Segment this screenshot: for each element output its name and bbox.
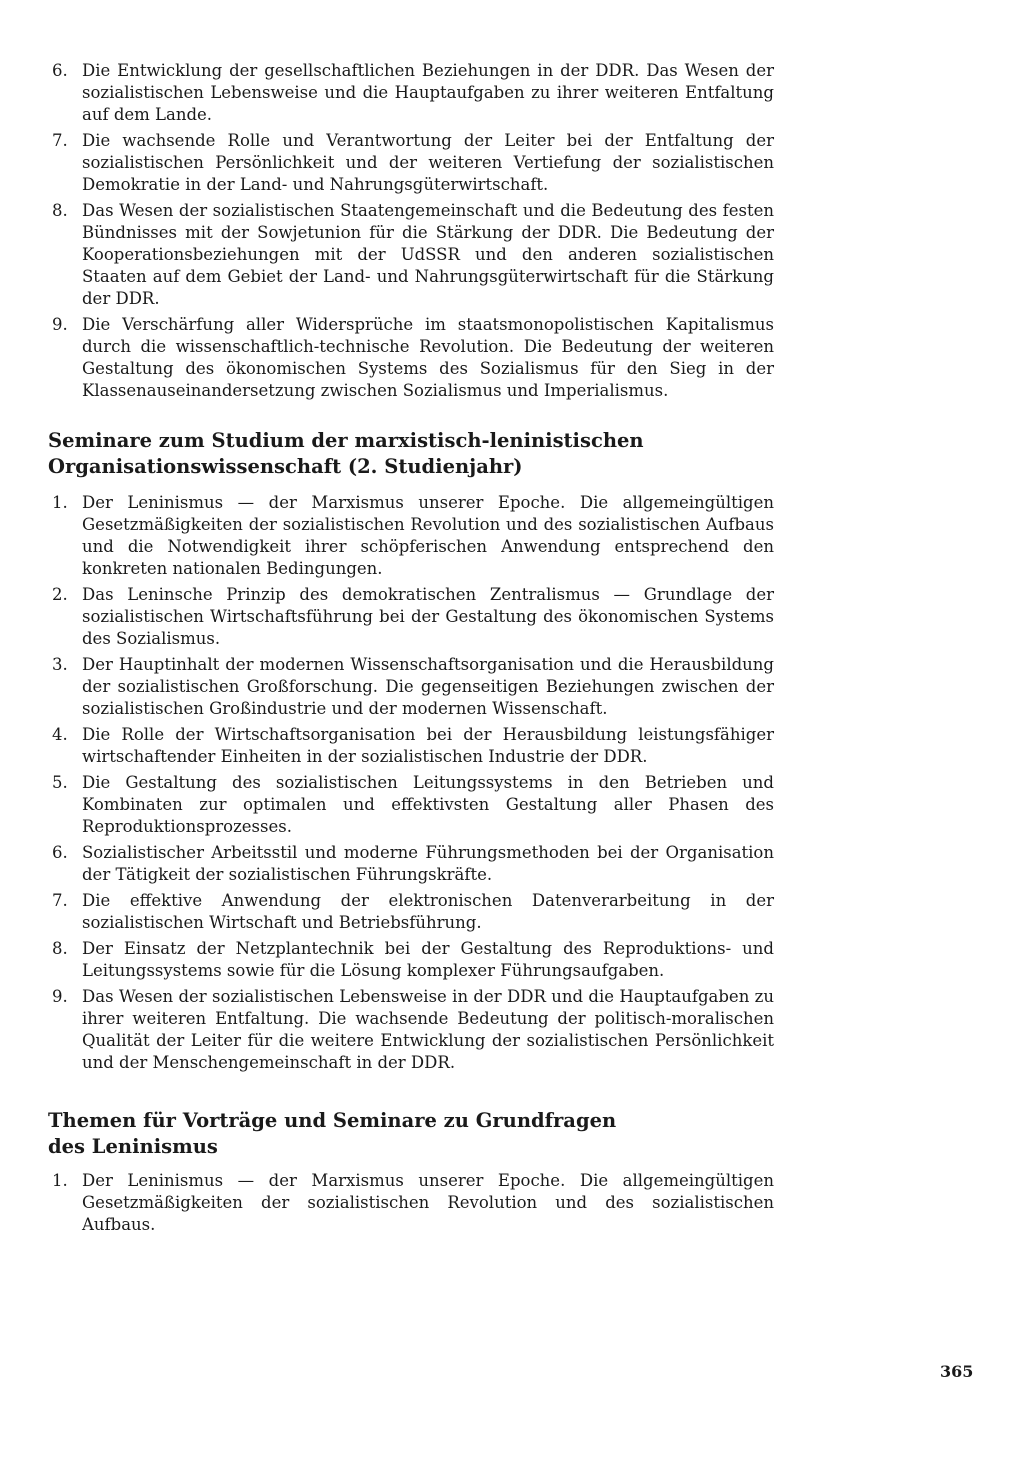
section-heading-organisationswissenschaft (46, 428, 774, 480)
item-text: Der Einsatz der Netzplantechnik bei der Gestaltung des Reproduktions- und Leitungssystems sowie für die Lösung komplexer Führungsaufgaben. (82, 939, 774, 980)
item-number: 8. (52, 201, 68, 220)
item-text: Der Hauptinhalt der modernen Wissenschaftsorganisation und die Herausbildung der sozialistischen Großforschung. Die gegenseitigen Beziehungen zwischen der sozialistischen Großindustrie und der modernen Wissenschaft. (82, 655, 774, 718)
item-text: Die wachsende Rolle und Verantwortung der Leiter bei der Entfaltung der sozialistischen Persönlichkeit und der weiteren Vertiefung der sozialistischen Demokratie in der Land- und Nahrungsgüterwirtschaft. (82, 131, 774, 194)
list-item (46, 60, 774, 126)
list-item (46, 492, 774, 580)
item-text: Der Leninismus — der Marxismus unserer Epoche. Die allgemeingültigen Gesetzmäßigkeiten der sozialistischen Revolution und des sozialistischen Aufbaus. (82, 1171, 774, 1234)
topic-list-continued (46, 60, 774, 402)
item-text: Die Rolle der Wirtschaftsorganisation bei der Herausbildung leistungsfähiger wirtschaftender Einheiten in der sozialistischen Industrie der DDR. (82, 725, 774, 766)
list-item (46, 772, 774, 838)
list-item (46, 724, 774, 768)
lecture-topic-list (46, 1170, 774, 1236)
item-number: 4. (52, 725, 68, 744)
item-text: Sozialistischer Arbeitsstil und moderne Führungsmethoden bei der Organisation der Tätigkeit der sozialistischen Führungskräfte. (82, 843, 774, 884)
item-text: Das Wesen der sozialistischen Lebensweise in der DDR und die Hauptaufgaben zu ihrer weiteren Entfaltung. Die wachsende Bedeutung der politisch-moralischen Qualität der Leiter für die weitere Entwicklung der sozialistischen Persönlichkeit und der Menschengemeinschaft in der DDR. (82, 987, 774, 1072)
heading-line: des Leninismus (48, 1135, 218, 1158)
page-body (46, 60, 774, 1240)
item-number: 8. (52, 939, 68, 958)
list-item (46, 584, 774, 650)
list-item (46, 842, 774, 886)
item-number: 1. (52, 493, 68, 512)
item-text: Die Gestaltung des sozialistischen Leitungssystems in den Betrieben und Kombinaten zur optimalen und effektivsten Gestaltung aller Phasen des Reproduktionsprozesses. (82, 773, 774, 836)
list-item (46, 938, 774, 982)
list-item (46, 1170, 774, 1236)
list-item (46, 654, 774, 720)
item-number: 7. (52, 891, 68, 910)
seminar-topic-list (46, 492, 774, 1074)
heading-line: Seminare zum Studium der marxistisch-leninistischen (48, 429, 644, 452)
item-number: 9. (52, 315, 68, 334)
item-text: Das Wesen der sozialistischen Staatengemeinschaft und die Bedeutung des festen Bündnisses mit der Sowjetunion für die Stärkung der DDR. Die Bedeutung der Kooperationsbeziehungen mit der UdSSR und den anderen sozialistischen Staaten auf dem Gebiet der Land- und Nahrungsgüterwirtschaft für die Stärkung der DDR. (82, 201, 774, 308)
item-text: Die Entwicklung der gesellschaftlichen Beziehungen in der DDR. Das Wesen der sozialistischen Lebensweise und die Hauptaufgaben zu ihrer weiteren Entfaltung auf dem Lande. (82, 61, 774, 124)
item-text: Die Verschärfung aller Widersprüche im staatsmonopolistischen Kapitalismus durch die wissenschaftlich-technische Revolution. Die Bedeutung der weiteren Gestaltung des ökonomischen Systems des Sozialismus für den Sieg in der Klassenauseinandersetzung zwischen Sozialismus und Imperialismus. (82, 315, 774, 400)
page-number: 365 (940, 1362, 974, 1381)
heading-line: Themen für Vorträge und Seminare zu Grundfragen (48, 1109, 617, 1132)
list-item (46, 314, 774, 402)
item-number: 9. (52, 987, 68, 1006)
item-number: 7. (52, 131, 68, 150)
item-number: 2. (52, 585, 68, 604)
list-item (46, 200, 774, 310)
item-number: 6. (52, 843, 68, 862)
item-text: Die effektive Anwendung der elektronischen Datenverarbeitung in der sozialistischen Wirtschaft und Betriebsführung. (82, 891, 774, 932)
list-item (46, 130, 774, 196)
list-item (46, 986, 774, 1074)
item-text: Das Leninsche Prinzip des demokratischen Zentralismus — Grundlage der sozialistischen Wirtschaftsführung bei der Gestaltung des ökonomischen Systems des Sozialismus. (82, 585, 774, 648)
item-number: 1. (52, 1171, 68, 1190)
item-number: 6. (52, 61, 68, 80)
section-heading-leninismus (46, 1108, 774, 1160)
list-item (46, 890, 774, 934)
item-text: Der Leninismus — der Marxismus unserer Epoche. Die allgemeingültigen Gesetzmäßigkeiten der sozialistischen Revolution und des sozialistischen Aufbaus und die Notwendigkeit ihrer schöpferischen Anwendung entsprechend den konkreten nationalen Bedingungen. (82, 493, 774, 578)
item-number: 3. (52, 655, 68, 674)
item-number: 5. (52, 773, 68, 792)
heading-line: Organisationswissenschaft (2. Studienjahr) (48, 455, 523, 478)
